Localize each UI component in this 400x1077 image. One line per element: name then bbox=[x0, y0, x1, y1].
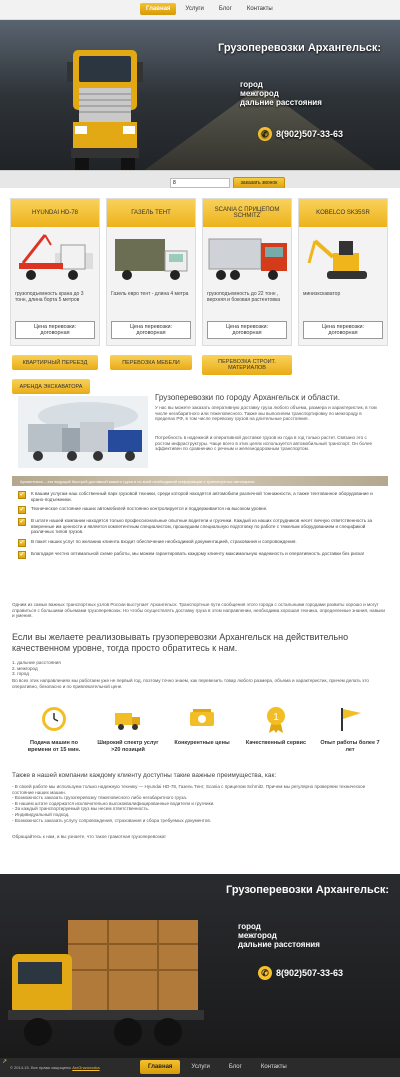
check-icon: ✓ bbox=[19, 519, 25, 526]
trucks-photo bbox=[18, 396, 148, 468]
main-menu bbox=[140, 3, 279, 15]
truck-icon bbox=[113, 704, 143, 734]
card-price: Цена перевозки: договорная bbox=[303, 321, 383, 339]
benefits-outro: Обращайтесь к нам, и вы узнаете, что такое грамотная грузоперевозка! bbox=[12, 834, 166, 839]
footer-hero-title: Грузоперевозки Архангельск: bbox=[226, 884, 389, 896]
phone-icon: ✆ bbox=[258, 966, 272, 980]
nav-home[interactable]: Главная bbox=[140, 3, 176, 15]
footer-hero-subtitle: город межгород дальние расстояния bbox=[238, 922, 320, 949]
list-item: 3. город bbox=[12, 671, 29, 677]
crane-truck-image bbox=[15, 233, 97, 285]
service-materials-button[interactable]: ПЕРЕВОЗКА СТРОИТ. МАТЕРИАЛОВ bbox=[202, 355, 292, 375]
list-item: - За каждый транспортируемый груз мы несем ответственность. bbox=[12, 806, 150, 812]
info-strip: Архангельск – это ведущий быстрой доставкой вашего груза и по всей необходимой информации о транспортных автопарках bbox=[12, 476, 388, 486]
hero-subtitle bbox=[240, 80, 322, 107]
benefits-title: Также в нашей компании каждому клиенту доступны такие важные преимущества, как: bbox=[12, 772, 277, 779]
flag-icon bbox=[335, 704, 365, 734]
service-excavator-button[interactable]: АРЕНДА ЭКСКАВАТОРА bbox=[12, 379, 90, 394]
card-title: KOBELCO SK35SR bbox=[299, 199, 387, 227]
vehicle-card[interactable] bbox=[106, 198, 196, 346]
phone-input[interactable] bbox=[170, 178, 230, 188]
check-icon: ✓ bbox=[19, 507, 25, 514]
intro-paragraph-1: У нас вы можете заказать оперативную доставку груза любого объема, размера и характеристик, в том числе негабаритного или тяжеловесного. Также мы выполняем транспортировку по межгороду в пределах РФ, в том числе перевозку грузов на длительные расстояния. bbox=[155, 405, 377, 422]
clock-icon bbox=[39, 704, 69, 734]
list-item: - Возможность заказать грузоперевозку тяжеловесного либо негабаритного груза. bbox=[12, 795, 188, 801]
cta-heading: Если вы желаете реализовывать грузоперевозки Архангельск на действительно качественном уровне, тогда просто обратитесь к нам. bbox=[12, 632, 349, 653]
callback-bar bbox=[0, 170, 400, 188]
check-icon: ✓ bbox=[19, 551, 25, 558]
card-description: грузоподъемность крана до 3 тонн, длина борта 5 метров bbox=[15, 291, 84, 303]
list-item: - Возможность заказать услугу сопровождения, страхования и сбора требуемых документов. bbox=[12, 817, 212, 823]
vehicle-card[interactable] bbox=[298, 198, 388, 346]
check-icon: ✓ bbox=[19, 492, 25, 498]
scania-trailer-image bbox=[207, 233, 289, 285]
intro-paragraph-2: Потребность в надежной и оперативной доставке грузов из года в год только растет. Связано это с ростом инфраструктуры. Чаще всего в этих целях используется автомобильный транспорт. Он более эффективен по сравнению с речным и железнодорожным транспортом. bbox=[155, 435, 373, 452]
nav-blog[interactable]: Блог bbox=[218, 6, 232, 12]
excavator-image bbox=[303, 233, 385, 285]
phone-icon: ✆ bbox=[258, 127, 272, 141]
directions-list bbox=[12, 660, 388, 677]
footer-phone[interactable]: ✆ 8(902)507-33-63 bbox=[258, 966, 343, 980]
vehicle-cards bbox=[10, 198, 390, 346]
hero-line-long: дальние расстояния bbox=[240, 98, 322, 107]
vehicle-card[interactable] bbox=[10, 198, 100, 346]
copyright: © 2014-15. Все права защищены ArxGruzovozka bbox=[10, 1065, 100, 1070]
list-item: - Индивидуальный подход. bbox=[12, 811, 70, 817]
advantage-item: Широкий спектр услуг >20 позиций bbox=[96, 704, 160, 764]
card-price: Цена перевозки: договорная bbox=[111, 321, 191, 339]
footer-nav-services[interactable]: Услуги bbox=[191, 1064, 210, 1070]
list-item: ✓ К вашим услугам наш собственный парк грузовой техники, среди которой находятся автомобили различной тоннажности, а также тентованное оборудование и крано-подъемники. bbox=[19, 491, 373, 502]
money-icon bbox=[187, 704, 217, 734]
advantage-item: Подача машин по времени от 15 мин. bbox=[22, 704, 86, 764]
list-item: ✓ Благодаря честно оптимальной схеме работы, мы можем гарантировать каждому клиенту максимальную надежность и оперативность доставки без риска! bbox=[19, 550, 365, 558]
arrow-up-icon[interactable]: ↗ bbox=[2, 1059, 8, 1065]
footer-nav-blog[interactable]: Блог bbox=[228, 1064, 242, 1070]
footer-link[interactable]: ArxGruzovozka bbox=[72, 1065, 100, 1070]
nav-services[interactable]: Услуги bbox=[185, 6, 204, 12]
card-price: Цена перевозки: договорная bbox=[207, 321, 287, 339]
footer-nav-home[interactable]: Главная bbox=[140, 1060, 180, 1074]
paragraph-directions: Во всех этих направлениях мы работаем уже не первый год, поэтому точно знаем, как перевезить товар любого размера, объема и характеристик, причем делать это оперативно, безопасно и по привлекательной цене. bbox=[12, 678, 369, 689]
hero-phone[interactable] bbox=[258, 127, 343, 141]
check-icon: ✓ bbox=[19, 539, 25, 546]
checklist bbox=[18, 491, 382, 563]
card-description: Газель евро тент - длина 4 метра bbox=[111, 291, 189, 297]
hero-banner bbox=[0, 20, 400, 188]
advantage-item: 1 Качественный сервис bbox=[244, 704, 308, 764]
card-title: SCANIA С ПРИЦЕПОМ SCHMITZ bbox=[203, 199, 291, 227]
footer bbox=[0, 1058, 400, 1077]
advantage-item: Конкурентные цены bbox=[170, 704, 234, 764]
list-item: ✓ В пакет наших услуг по желанию клиента входит обеспечение необходимой документацией, страхования и сопровождения. bbox=[19, 538, 297, 546]
truck-cargo-image bbox=[8, 914, 208, 1054]
card-title: ГАЗЕЛЬ ТЕНТ bbox=[107, 199, 195, 227]
benefits-list bbox=[12, 784, 388, 823]
gazelle-truck-image bbox=[111, 233, 193, 285]
hero-line-intercity: межгород bbox=[240, 89, 279, 98]
advantage-item: Опыт работы более 7 лет bbox=[318, 704, 382, 764]
nav-contacts[interactable]: Контакты bbox=[246, 6, 273, 12]
list-item: - В своей работе мы используем только надежную технику — Hyundai HD-78, Газель Тент, Scania с прицепом Schmitz. Причем мы регулярно проверяем техническое состояние наших машин. bbox=[12, 784, 366, 795]
card-price: Цена перевозки: договорная bbox=[15, 321, 95, 339]
list-item: - В нашем штате содержатся исключительно высококвалифицированные водители и грузчики. bbox=[12, 800, 215, 806]
hero-phone-number: 8(902)507-33-63 bbox=[276, 129, 344, 139]
vehicle-card[interactable] bbox=[202, 198, 292, 346]
intro-title: Грузоперевозки по городу Архангельск и области. bbox=[155, 393, 340, 402]
service-furniture-button[interactable]: ПЕРЕВОЗКА МЕБЕЛИ bbox=[110, 355, 192, 370]
footer-menu bbox=[140, 1060, 295, 1074]
medal-icon bbox=[261, 704, 291, 734]
hero-title: Грузоперевозки Архангельск: bbox=[218, 42, 381, 54]
footer-banner bbox=[0, 874, 400, 1058]
truck-image bbox=[65, 42, 145, 182]
service-moving-button[interactable]: КВАРТИРНЫЙ ПЕРЕЕЗД bbox=[12, 355, 98, 370]
svg-text:1: 1 bbox=[273, 712, 279, 723]
list-item: ✓ В штате нашей компании находятся только профессиональные опытные водители и грузчики. Каждый из наших сотрудников несет личную ответственность за вверенные им ценности и является компетентным специалистом, прошедшим специальную подготовку по работе с тяжелым оборудованием и спецификой различных типов грузов. bbox=[19, 518, 373, 535]
paragraph-hub: Одним из самых важных транспортных узлов России выступает Архангельск. Транспортные пути сообщения этого города с остальными городами развиты хорошо и могут справиться с большими объемами грузоперевозок. Но чтобы осуществлять доставку груза в этом направлении, необходима хорошая техника, определенные знания, навыки и умения. bbox=[12, 602, 385, 619]
advantages-row bbox=[22, 704, 382, 764]
list-item: 2. межгород bbox=[12, 665, 38, 671]
top-navbar bbox=[0, 0, 400, 20]
list-item: ✓ Техническое состояние наших автомобилей постоянно контролируется и поддерживается на высоком уровне. bbox=[19, 506, 268, 514]
card-description: миниэкскаватор bbox=[303, 291, 341, 297]
card-title: HYUNDAI HD-78 bbox=[11, 199, 99, 227]
hero-line-city: город bbox=[240, 80, 263, 89]
callback-button[interactable]: заказать звонок bbox=[233, 177, 285, 188]
list-item: 1. дальние расстояния bbox=[12, 660, 61, 665]
footer-nav-contacts[interactable]: Контакты bbox=[260, 1064, 287, 1070]
card-description: грузоподъемность до 22 тонн , верхняя и боковая растентовка bbox=[207, 291, 281, 303]
